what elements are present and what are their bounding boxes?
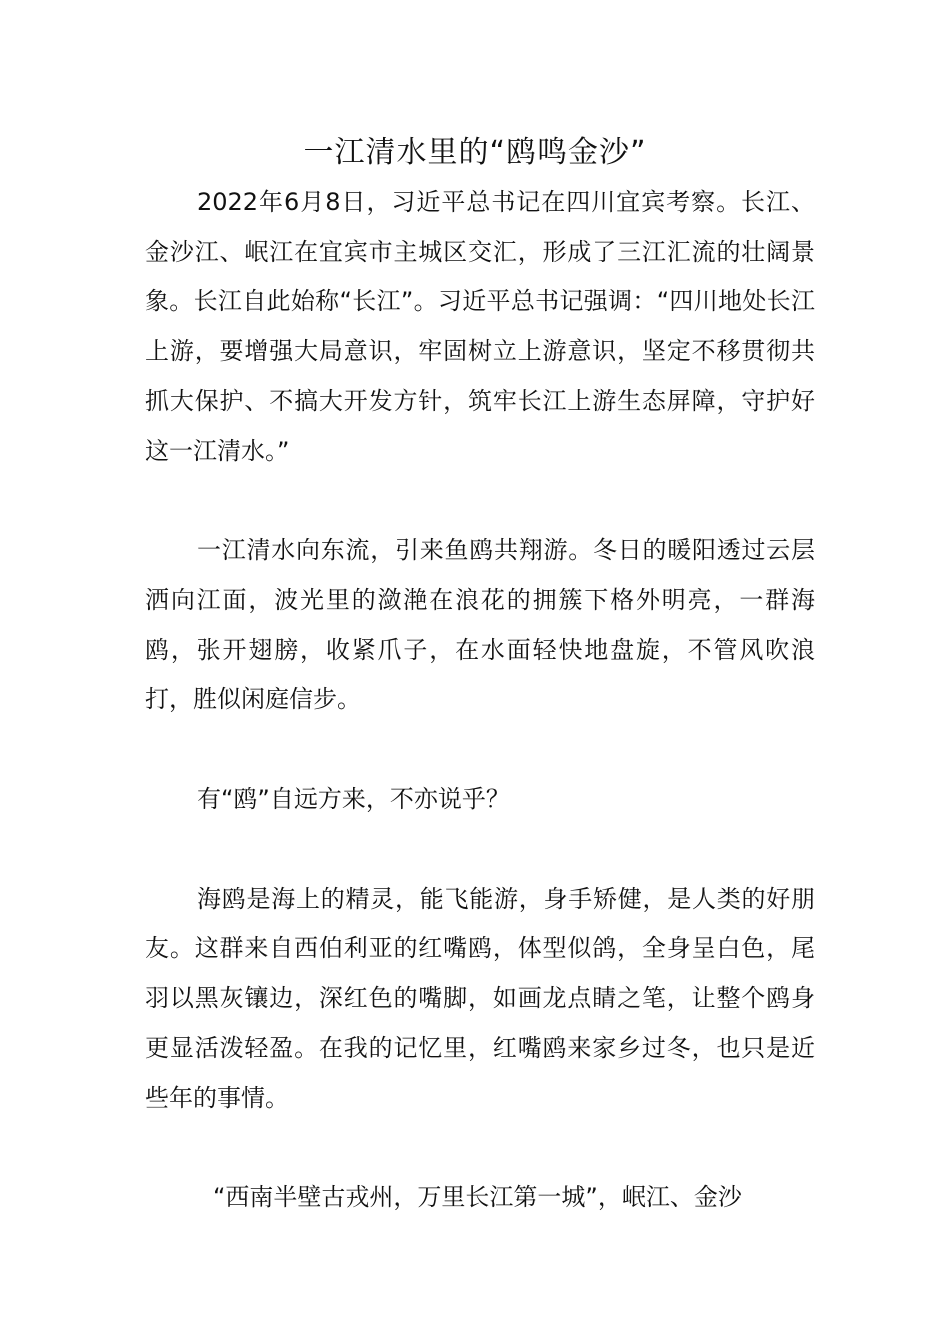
paragraph-5: “西南半壁古戎州，万里长江第一城”，岷江、金沙 (213, 1183, 742, 1212)
document-body (145, 178, 815, 1223)
paragraph-3: 有“鸥”自远方来，不亦说乎？ (197, 785, 510, 814)
paragraph-2: 一江清水向东流，引来鱼鸥共翔游。冬日的暖阳透过云层洒向江面，波光里的潋滟在浪花的拥簇下格外明亮，一群海鸥，张开翅膀，收紧爪子，在水面轻快地盘旋，不管风吹浪打，胜似闲庭信步。 (145, 536, 815, 714)
paragraph-4: 海鸥是海上的精灵，能飞能游，身手矫健，是人类的好朋友。这群来自西伯利亚的红嘴鸥，体型似鸽，全身呈白色，尾羽以黑灰镶边，深红色的嘴脚，如画龙点睛之笔，让整个鸥身更显活泼轻盈。在我的记忆里，红嘴鸥来家乡过冬，也只是近些年的事情。 (145, 884, 815, 1112)
document-title: 一江清水里的“鸥鸣金沙” (303, 135, 647, 170)
paragraph-1: 2022年6月8日，习近平总书记在四川宜宾考察。长江、金沙江、岷江在宜宾市主城区交汇，形成了三江汇流的壮阔景象。长江自此始称“长江”。习近平总书记强调：“四川地处长江上游，要增强大局意识，牢固树立上游意识，坚定不移贯彻共抓大保护、不搞大开发方针，筑牢长江上游生态屏障，守护好这一江清水。” (145, 188, 815, 465)
